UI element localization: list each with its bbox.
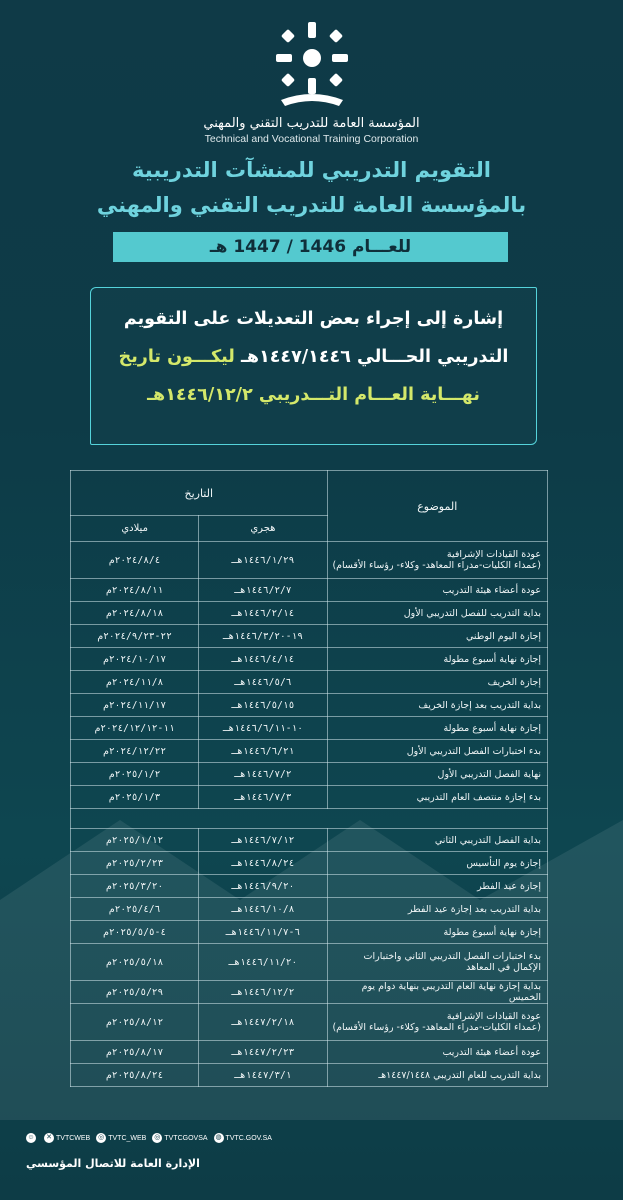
hijri-date-cell: ١٤٤٧/٢/١٨هـ	[199, 1004, 327, 1041]
col-date-header: التاريخ	[71, 471, 328, 516]
table-row	[71, 1041, 548, 1064]
hijri-date-cell: ١٤٤٦/٥/١٥هـ	[199, 694, 327, 717]
gregorian-date-cell: ٢٢-٢٠٢٤/٩/٢٣م	[71, 625, 199, 648]
gregorian-date-cell: ٤-٢٠٢٥/٥/٥م	[71, 921, 199, 944]
table-row	[71, 648, 548, 671]
table-row	[71, 1004, 548, 1041]
gregorian-date-cell: ٢٠٢٤/١٢/٢٢م	[71, 740, 199, 763]
hijri-date-cell: ١٤٤٦/٤/١٤هـ	[199, 648, 327, 671]
gregorian-date-cell: ٢٠٢٤/١١/١٧م	[71, 694, 199, 717]
hijri-date-cell: ١٤٤٦/٨/٢٤هـ	[199, 852, 327, 875]
topic-text: بداية التدريب للفصل التدريبي الأول	[403, 607, 541, 619]
gregorian-date-cell: ٢٠٢٥/١/١٢م	[71, 829, 199, 852]
col-topic-header: الموضوع	[327, 471, 548, 542]
hijri-date-cell: ١٤٤٦/٧/٢هـ	[199, 763, 327, 786]
topic-cell	[327, 829, 548, 852]
table-row	[71, 740, 548, 763]
table-row	[71, 981, 548, 1004]
topic-subtext: (عمداء الكليات-مدراء المعاهد- وكلاء- رؤساء الأقسام)	[332, 1022, 541, 1033]
topic-text: إجازة يوم التأسيس	[466, 857, 541, 869]
social-label: TVTC.GOV.SA	[225, 1134, 272, 1142]
hijri-date-cell: ١٩-١٤٤٦/٣/٢٠هـ	[199, 625, 327, 648]
gregorian-date-cell: ٢٠٢٤/١١/٨م	[71, 671, 199, 694]
table-row	[71, 829, 548, 852]
table-row	[71, 786, 548, 809]
globe-icon: ◍	[215, 1134, 222, 1141]
gregorian-date-cell: ٢٠٢٤/٨/٤م	[71, 542, 199, 579]
topic-text: إجازة اليوم الوطني	[466, 630, 541, 642]
social-label: TVTC_WEB	[108, 1134, 147, 1142]
gap-cell	[71, 809, 548, 829]
topic-text: إجازة نهاية أسبوع مطولة	[443, 722, 541, 734]
table-row	[71, 944, 548, 981]
hijri-date-cell: ١٠-١٤٤٦/٦/١١هـ	[199, 717, 327, 740]
flower-logo-icon	[267, 18, 357, 110]
gregorian-date-cell: ٢٠٢٥/١/٣م	[71, 786, 199, 809]
notice-box	[90, 287, 537, 445]
table-row	[71, 921, 548, 944]
table-row	[71, 898, 548, 921]
table-row	[71, 694, 548, 717]
notice-line2-text: التدريبي الحـــالي ١٤٤٧/١٤٤٦هـ	[240, 347, 509, 367]
topic-cell	[327, 1064, 548, 1087]
topic-cell	[327, 786, 548, 809]
hijri-date-cell: ١٤٤٦/١/٢٩هـ	[199, 542, 327, 579]
gregorian-date-cell: ٢٠٢٤/١٠/١٧م	[71, 648, 199, 671]
table-row	[71, 1064, 548, 1087]
org-logo	[0, 18, 623, 110]
hijri-date-cell: ١٤٤٦/١١/٢٠هـ	[199, 944, 327, 981]
x-icon: ✕	[44, 1133, 54, 1143]
hijri-date-cell: ١٤٤٧/٢/٢٣هـ	[199, 1041, 327, 1064]
topic-text: بداية التدريب للعام التدريبي ١٤٤٧/١٤٤٨هـ	[378, 1069, 541, 1081]
topic-cell	[327, 717, 548, 740]
hijri-date-cell: ٦-١٤٤٦/١١/٧هـ	[199, 921, 327, 944]
gregorian-date-cell: ٢٠٢٥/٨/١٢م	[71, 1004, 199, 1041]
calendar-body	[71, 542, 548, 1087]
hijri-date-cell: ١٤٤٦/١٠/٨هـ	[199, 898, 327, 921]
topic-text: بداية التدريب بعد إجازة الخريف	[418, 699, 541, 711]
topic-text: بدء إجازة منتصف العام التدريبي	[416, 791, 541, 803]
topic-cell	[327, 898, 548, 921]
topic-text: عودة القيادات الإشرافية	[446, 549, 541, 560]
table-row	[71, 625, 548, 648]
footer-department: الإدارة العامة للاتصال المؤسسي	[26, 1157, 200, 1170]
topic-cell	[327, 875, 548, 898]
topic-cell	[327, 763, 548, 786]
hijri-date-cell: ١٤٤٦/٥/٦هـ	[199, 671, 327, 694]
topic-cell	[327, 740, 548, 763]
topic-cell	[327, 579, 548, 602]
page-title-line1: التقويم التدريبي للمنشآت التدريبية	[132, 158, 491, 182]
topic-text: إجازة نهاية أسبوع مطولة	[443, 926, 541, 938]
gregorian-date-cell: ١١-٢٠٢٤/١٢/١٢م	[71, 717, 199, 740]
table-row	[71, 671, 548, 694]
social-label: TVTCWEB	[56, 1134, 91, 1142]
social-links	[26, 1133, 286, 1143]
snapchat-icon: ☺	[27, 1134, 35, 1141]
hijri-date-cell: ١٤٤٦/٧/٣هـ	[199, 786, 327, 809]
notice-line3: نهـــاية العـــام التـــدريبي ١٤٤٦/١٢/٢هـ	[147, 385, 480, 405]
hijri-date-cell: ١٤٤٧/٣/١هـ	[199, 1064, 327, 1087]
topic-cell	[327, 1004, 548, 1041]
topic-text: إجازة عيد الفطر	[477, 880, 541, 892]
topic-cell	[327, 921, 548, 944]
topic-text: عودة أعضاء هيئة التدريب	[442, 584, 541, 596]
org-name-en: Technical and Vocational Training Corporation	[204, 133, 419, 145]
topic-cell	[327, 694, 548, 717]
social-link[interactable]	[214, 1133, 272, 1143]
table-row	[71, 763, 548, 786]
gregorian-date-cell: ٢٠٢٤/٨/١١م	[71, 579, 199, 602]
topic-cell	[327, 602, 548, 625]
table-row	[71, 717, 548, 740]
org-name-ar: المؤسسة العامة للتدريب التقني والمهني	[203, 116, 420, 131]
topic-cell	[327, 852, 548, 875]
topic-cell	[327, 1041, 548, 1064]
social-label: TVTCGOVSA	[164, 1134, 208, 1142]
col-greg-header: ميلادي	[71, 516, 199, 542]
hijri-date-cell: ١٤٤٦/٦/٢١هـ	[199, 740, 327, 763]
social-link[interactable]	[152, 1133, 207, 1143]
gregorian-date-cell: ٢٠٢٥/٥/٢٩م	[71, 981, 199, 1004]
social-link[interactable]	[96, 1133, 146, 1143]
gregorian-date-cell: ٢٠٢٥/٨/٢٤م	[71, 1064, 199, 1087]
gregorian-date-cell: ٢٠٢٥/٣/٢٠م	[71, 875, 199, 898]
hijri-date-cell: ١٤٤٦/٢/٧هـ	[199, 579, 327, 602]
table-row	[71, 579, 548, 602]
topic-text: إجازة نهاية أسبوع مطولة	[443, 653, 541, 665]
gregorian-date-cell: ٢٠٢٥/٤/٦م	[71, 898, 199, 921]
social-link[interactable]	[26, 1133, 38, 1143]
topic-cell	[327, 671, 548, 694]
gregorian-date-cell: ٢٠٢٥/٢/٢٣م	[71, 852, 199, 875]
table-row	[71, 875, 548, 898]
topic-cell	[327, 625, 548, 648]
hijri-date-cell: ١٤٤٦/٢/١٤هـ	[199, 602, 327, 625]
gregorian-date-cell: ٢٠٢٥/٨/١٧م	[71, 1041, 199, 1064]
notice-line2-highlight: ليكـــون تاريخ	[118, 347, 241, 367]
table-gap-row	[71, 809, 548, 829]
table-row	[71, 602, 548, 625]
col-hijri-header: هجري	[199, 516, 327, 542]
hijri-date-cell: ١٤٤٦/٩/٢٠هـ	[199, 875, 327, 898]
table-row	[71, 542, 548, 579]
gregorian-date-cell: ٢٠٢٥/١/٢م	[71, 763, 199, 786]
social-link[interactable]	[44, 1133, 90, 1143]
topic-text: بداية الفصل التدريبي الثاني	[434, 834, 541, 846]
topic-cell	[327, 542, 548, 579]
topic-text: عودة القيادات الإشرافية	[446, 1011, 541, 1022]
topic-subtext: (عمداء الكليات-مدراء المعاهد- وكلاء- رؤساء الأقسام)	[332, 560, 541, 571]
topic-subtext: الإكمال في المعاهد	[466, 962, 541, 973]
topic-text: نهاية الفصل التدريبي الأول	[437, 768, 541, 780]
gregorian-date-cell: ٢٠٢٤/٨/١٨م	[71, 602, 199, 625]
topic-text: عودة أعضاء هيئة التدريب	[442, 1046, 541, 1058]
notice-line1: إشارة إلى إجراء بعض التعديلات على التقويم	[123, 309, 504, 329]
topic-text: بداية التدريب بعد إجازة عيد الفطر	[407, 903, 541, 915]
topic-text: بداية إجازة نهاية العام التدريبي بنهاية دوام يوم الخميس	[361, 981, 541, 1003]
topic-cell	[327, 944, 548, 981]
page-title-line2: بالمؤسسة العامة للتدريب التقني والمهني	[96, 193, 527, 217]
table-row	[71, 852, 548, 875]
topic-cell	[327, 981, 548, 1004]
instagram-icon: ◎	[98, 1134, 105, 1141]
topic-cell	[327, 648, 548, 671]
topic-text: إجازة الخريف	[487, 676, 541, 688]
topic-text: بدء اختبارات الفصل التدريبي الأول	[406, 745, 541, 757]
notice-line2	[91, 338, 536, 376]
topic-text: بدء اختبارات الفصل التدريبي الثاني واختبارات	[363, 951, 541, 962]
hijri-date-cell: ١٤٤٦/٧/١٢هـ	[199, 829, 327, 852]
instagram-icon: ◎	[154, 1134, 161, 1141]
calendar-table	[70, 470, 548, 1087]
year-banner: للعـــام 1446 / 1447 هـ	[113, 232, 508, 262]
hijri-date-cell: ١٤٤٦/١٢/٢هـ	[199, 981, 327, 1004]
gregorian-date-cell: ٢٠٢٥/٥/١٨م	[71, 944, 199, 981]
